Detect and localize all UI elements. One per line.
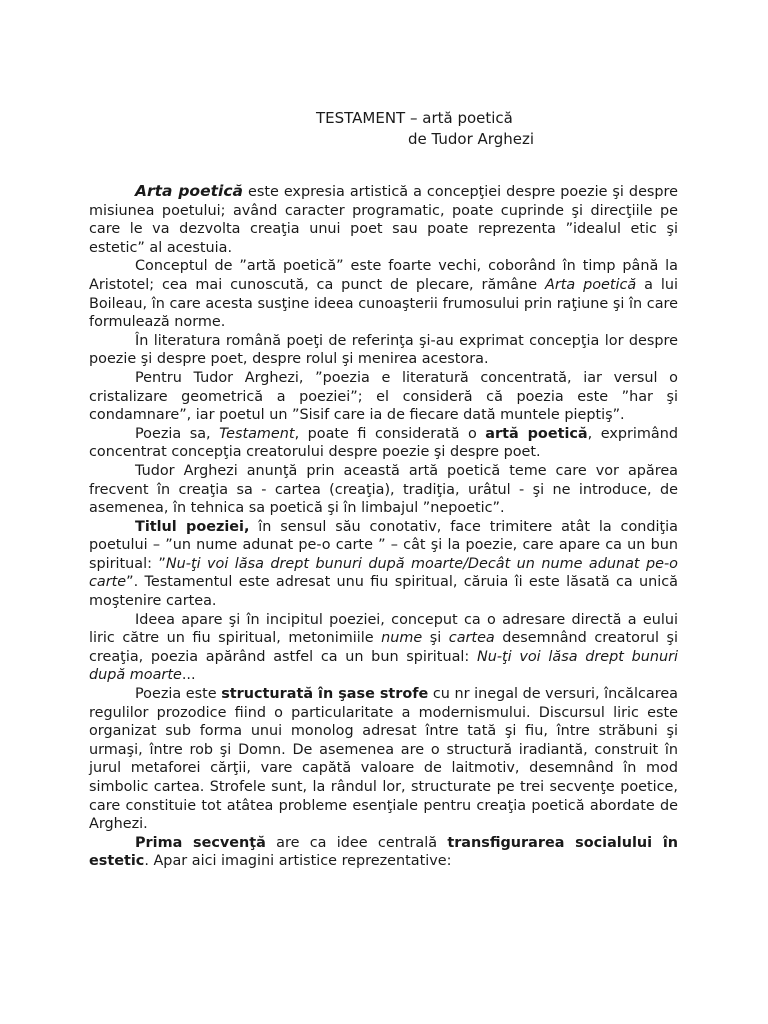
paragraph-3: În literatura română poeţi de referinţa şi-au exprimat concepţia lor despre poezie şi despre poet, despre rolul şi menirea acestora.: [89, 332, 678, 368]
paragraph-9: Poezia este structurată în şase strofe cu nr inegal de versuri, încălcarea regulilor prozodice fiind o particularitate a modernismului. Discursul liric este organizat sub forma unui monolog adresat între tată şi fiu, între străbuni şi urmaşi, între rob şi Domn. De asemenea are o structură iradiantă, construit în jurul metaforei cărţii, vare capătă valoare de laitmotiv, desemnând în mod simbolic cartea. Strofele sunt, la rândul lor, structurate pe trei secvenţe poetice, care constituie tot atâtea probleme esenţiale pentru creaţia poetică abordate de Arghezi.: [89, 686, 678, 833]
term-arta-poetica: Arta poetică: [135, 182, 243, 200]
paragraph-7: Titlul poeziei, în sensul său conotativ, face trimitere atât la condiţia poetului – ”un nume adunat pe-o carte ” – cât şi la poezie, care apare ca un bun spiritual: ”Nu-ţi voi lăsa drept bunuri după moarte/Decât un nume adunat pe-o carte”. Testamentul este adresat unu fiu spiritual, căruia îi este lăsată ca unică moştenire cartea.: [89, 518, 678, 610]
paragraph-6: Tudor Arghezi anunţă prin această artă poetică teme care vor apărea frecvent în creaţia sa - cartea (creaţia), tradiţia, urâtul - şi ne introduce, de asemenea, în tehnica sa poetică şi în limbajul ”nepoetic”.: [89, 462, 678, 517]
paragraph-8: Ideea apare şi în incipitul poeziei, conceput ca o adresare directă a eului liric către un fiu spiritual, metonimiile nume şi cartea desemnând creatorul şi creaţia, poezia apărând astfel ca un bun spiritual: Nu-ţi voi lăsa drept bunuri după moarte...: [89, 611, 678, 684]
document-body: [89, 182, 678, 871]
paragraph-5: Poezia sa, Testament, poate fi considerată o artă poetică, exprimând concentrat concepţia creatorului despre poezie şi despre poet.: [89, 425, 678, 461]
title-line-1: TESTAMENT – artă poetică: [316, 109, 513, 127]
paragraph-10: Prima secvenţă are ca idee centrală transfigurarea socialului în estetic. Apar aici imagini artistice reprezentative:: [89, 834, 678, 870]
paragraph-1: Arta poetică este expresia artistică a concepţiei despre poezie şi despre misiunea poetului; având caracter programatic, poate cuprinde şi direcţiile pe care le va dezvolta creaţia unui poet sau poate reprezenta ”idealul etic şi estetic” al acestuia.: [89, 182, 679, 256]
paragraph-4: Pentru Tudor Arghezi, ”poezia e literatură concentrată, iar versul o cristalizare geometrică a poeziei”; el consideră că poezia este ”har şi condamnare”, iar poetul un ”Sisif care ia de fiecare dată muntele pieptiş”.: [89, 369, 678, 424]
paragraph-2: Conceptul de ”artă poetică” este foarte vechi, coborând în timp până la Aristotel; cea mai cunoscută, ca punct de plecare, rămâne Arta poetică a lui Boileau, în care acesta susţine ideea cunoaşterii frumosului prin raţiune şi în care formulează norme.: [89, 258, 678, 331]
title-author: de Tudor Arghezi: [408, 130, 535, 148]
